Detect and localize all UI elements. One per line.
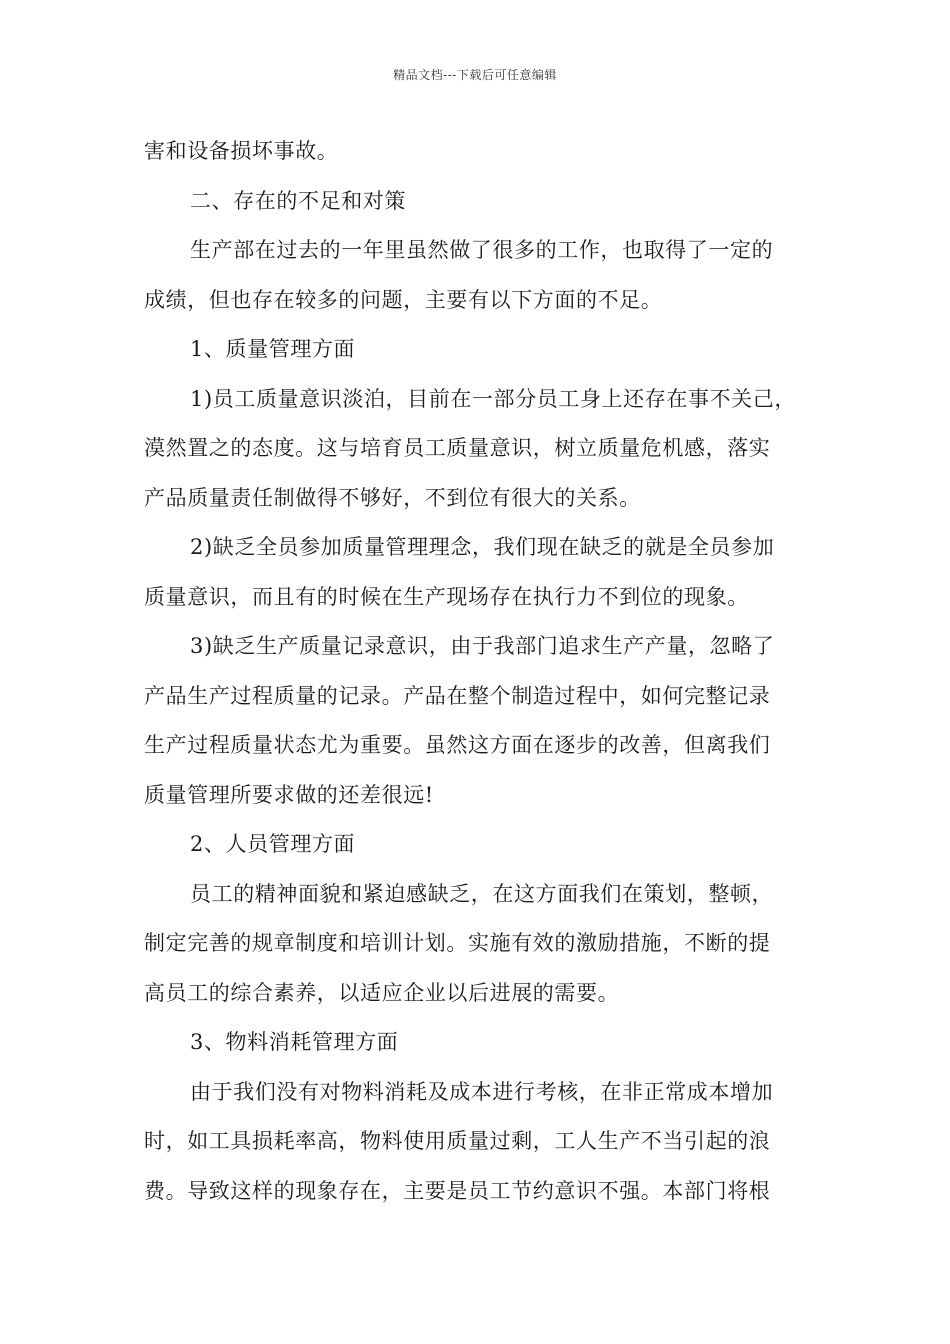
text-line-7: 漠然置之的态度。这与培育员工质量意识，树立质量危机感，落实	[144, 436, 771, 460]
text-line-12: 产品生产过程质量的记录。产品在整个制造过程中，如何完整记录	[144, 683, 771, 708]
document-body	[144, 127, 808, 1216]
text-line-4: 成绩，但也存在较多的问题，主要有以下方面的不足。	[144, 287, 663, 312]
text-line-6: 1)员工质量意识淡泊，目前在一部分员工身上还存在事不关己，	[190, 386, 796, 411]
page-header: 精品文档---下载后可任意编辑	[393, 68, 557, 82]
subsection-heading-materials: 3、物料消耗管理方面	[190, 1030, 399, 1054]
text-line-3: 生产部在过去的一年里虽然做了很多的工作，也取得了一定的	[190, 238, 774, 262]
text-line-22: 费。导致这样的现象存在，主要是员工节约意识不强。本部门将根	[144, 1178, 771, 1203]
text-line-17: 制定完善的规章制度和培训计划。实施有效的激励措施，不断的提	[144, 931, 771, 955]
subsection-heading-personnel: 2、人员管理方面	[190, 832, 356, 856]
text-line-13: 生产过程质量状态尤为重要。虽然这方面在逐步的改善，但离我们	[144, 733, 771, 757]
text-line-14: 质量管理所要求做的还差很远!	[144, 782, 434, 807]
text-line-9: 2)缺乏全员参加质量管理理念，我们现在缺乏的就是全员参加	[190, 535, 775, 559]
section-heading-2: 二、存在的不足和对策	[190, 188, 406, 213]
text-line-21: 时，如工具损耗率高，物料使用质量过剩，工人生产不当引起的浪	[144, 1129, 771, 1153]
text-line-16: 员工的精神面貌和紧迫感缺乏，在这方面我们在策划，整顿，	[190, 881, 774, 906]
text-line-11: 3)缺乏生产质量记录意识，由于我部门追求生产产量，忽略了	[190, 634, 775, 658]
text-line-18: 高员工的综合素养，以适应企业以后进展的需要。	[144, 980, 620, 1005]
subsection-heading-quality: 1、质量管理方面	[190, 337, 356, 361]
text-line-8: 产品质量责任制做得不够好，不到位有很大的关系。	[144, 485, 641, 510]
text-line-1: 害和设备损坏事故。	[144, 139, 339, 163]
text-line-10: 质量意识，而且有的时候在生产现场存在执行力不到位的现象。	[144, 584, 749, 609]
text-line-20: 由于我们没有对物料消耗及成本进行考核，在非正常成本增加	[190, 1079, 774, 1104]
